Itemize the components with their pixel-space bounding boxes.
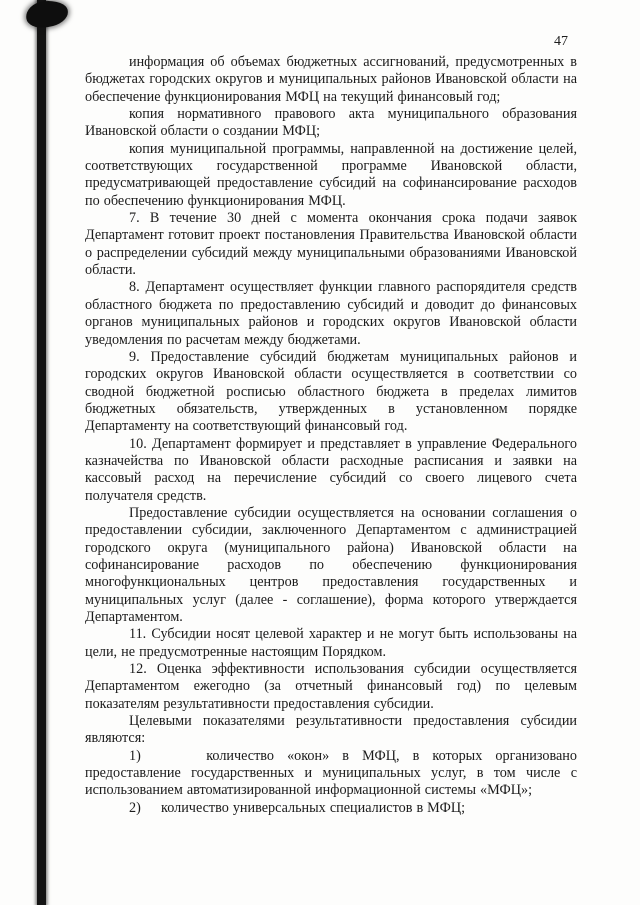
paragraph: 2) количество универсальных специалистов в МФЦ; bbox=[129, 799, 466, 816]
paragraph: 10. Департамент формирует и представляет в управление Федерального казначейства по Ивановской области расходные расписания и заявки на кассовый расход на перечисление субсидий со своего лицевого счета получателя средств. bbox=[85, 435, 577, 504]
paragraph: 7. В течение 30 дней с момента окончания срока подачи заявок Департамент готовит проект постановления Правительства Ивановской области о распределении субсидий между муниципальными образованиями Ивановской области. bbox=[85, 210, 577, 279]
paragraph: информация об объемах бюджетных ассигнований, предусмотренных в бюджетах городских округов и муниципальных районов Ивановской области на обеспечение функционирования МФЦ на текущий финансовый год; bbox=[85, 54, 577, 105]
scan-artifact-left-bar bbox=[37, 0, 46, 905]
paragraph: Предоставление субсидии осуществляется на основании соглашения о предоставлении субсидии, заключенного Департаментом с администрацией городского округа (муниципального района) Ивановской области на софинансирование расходов по обеспечению функционирования многофункциональных центров предоставления государственных и муниципальных услуг (далее - соглашение), форма которого утверждается Департаментом. bbox=[85, 504, 577, 625]
document-body bbox=[85, 54, 577, 817]
paragraph: копия муниципальной программы, направленной на достижение целей, соответствующих государственной программе Ивановской области, предусматривающей предоставление субсидий на софинансирование расходов по обеспечению функционирования МФЦ. bbox=[85, 140, 577, 209]
paragraph: 12. Оценка эффективности использования субсидии осуществляется Департаментом ежегодно (за отчетный финансовый год) по целевым показателям результативности предоставления субсидии. bbox=[85, 661, 577, 712]
paragraph: копия нормативного правового акта муниципального образования Ивановской области о создании МФЦ; bbox=[85, 106, 577, 140]
paragraph: 11. Субсидии носят целевой характер и не могут быть использованы на цели, не предусмотренные настоящим Порядком. bbox=[85, 626, 577, 660]
paragraph: 8. Департамент осуществляет функции главного распорядителя средств областного бюджета по предоставлению субсидий и доводит до финансовых органов муниципальных районов и городских округов Ивановской области уведомления по расчетам между бюджетами. bbox=[85, 279, 577, 348]
paragraph: 1) количество «окон» в МФЦ, в которых организовано предоставление государственных и муниципальных услуг, в том числе с использованием автоматизированной информационной системы «МФЦ»; bbox=[85, 747, 577, 799]
page-number: 47 bbox=[554, 34, 568, 49]
paragraph: 9. Предоставление субсидий бюджетам муниципальных районов и городских округов Ивановской области осуществляется в соответствии со сводной бюджетной росписью областного бюджета в пределах лимитов бюджетных обязательств, утвержденных в установленном порядке Департаменту на соответствующий финансовый год. bbox=[85, 348, 577, 435]
scan-artifact-corner-blob bbox=[25, 0, 70, 29]
paragraph: Целевыми показателями результативности предоставления субсидии являются: bbox=[85, 713, 577, 747]
